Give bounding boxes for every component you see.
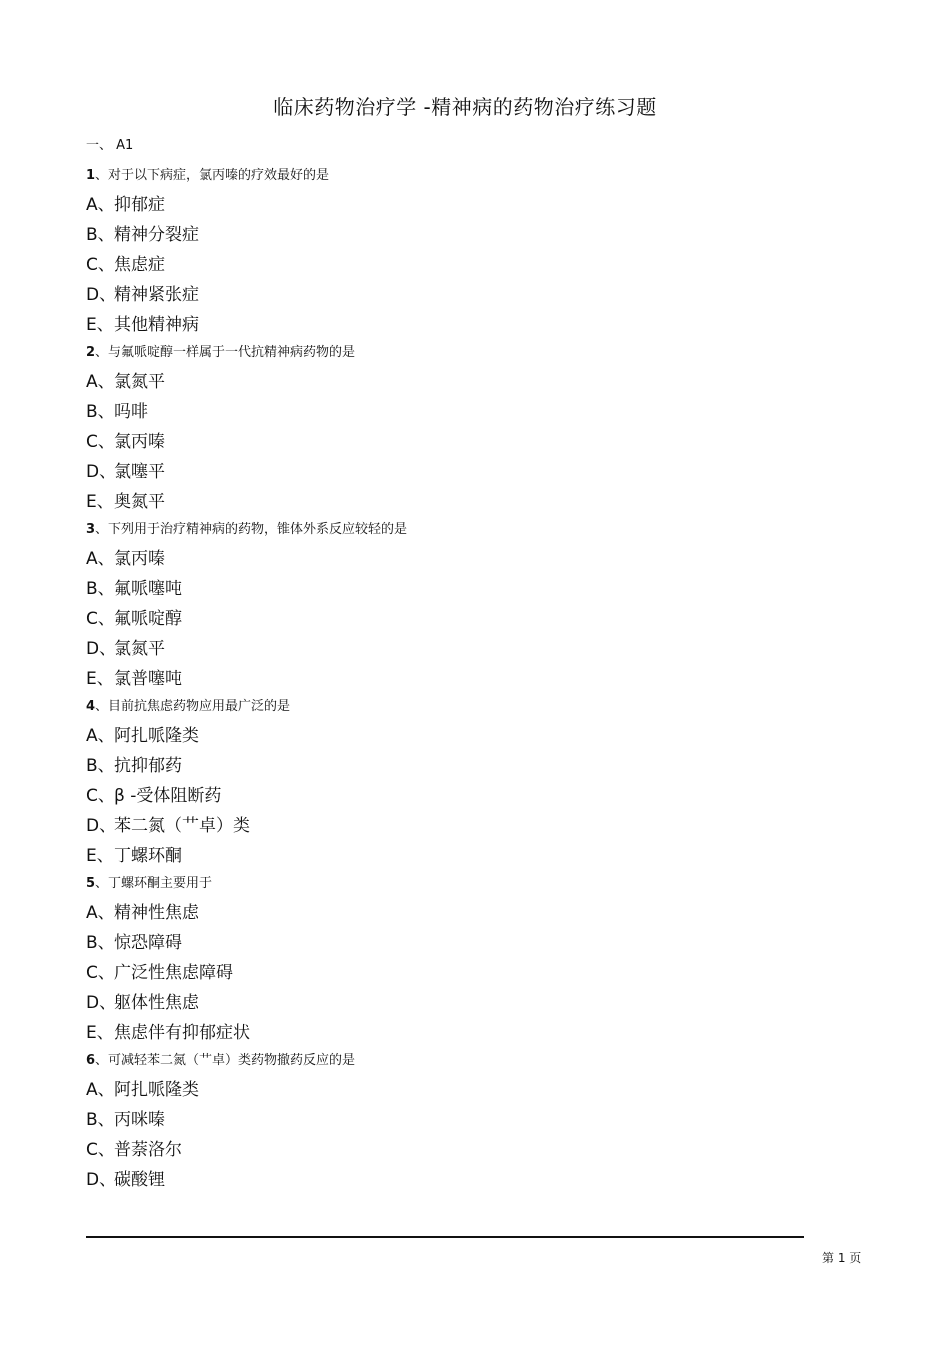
option-text: 焦虑伴有抑郁症状 — [114, 1023, 250, 1043]
question-block — [86, 694, 846, 871]
question-block — [86, 1048, 846, 1195]
option-text: 氯噻平 — [114, 462, 165, 482]
option-letter: D、 — [86, 462, 117, 482]
question-block — [86, 517, 846, 694]
document-title: 临床药物治疗学 -精神病的药物治疗练习题 — [273, 95, 657, 119]
answer-option — [86, 664, 846, 694]
answer-option — [86, 280, 846, 310]
option-letter: B、 — [86, 1110, 115, 1130]
option-text: 精神分裂症 — [114, 225, 199, 245]
question-text: 、下列用于治疗精神病的药物，锥体外系反应较轻的是 — [95, 522, 408, 537]
option-letter: E、 — [86, 315, 114, 335]
answer-option — [86, 781, 846, 811]
option-letter: A、 — [86, 1080, 115, 1100]
option-letter: A、 — [86, 903, 115, 923]
answer-option — [86, 1105, 846, 1135]
option-text: 氯普噻吨 — [114, 669, 182, 689]
option-letter: D、 — [86, 1170, 117, 1190]
answer-option — [86, 604, 846, 634]
option-text: 广泛性焦虑障碍 — [114, 963, 233, 983]
answer-option — [86, 544, 846, 574]
option-letter: C、 — [86, 255, 115, 275]
answer-option — [86, 751, 846, 781]
option-letter: D、 — [86, 285, 117, 305]
option-letter: B、 — [86, 756, 115, 776]
option-letter: A、 — [86, 372, 115, 392]
option-letter: B、 — [86, 933, 115, 953]
question-block — [86, 340, 846, 517]
option-text: 阿扎哌隆类 — [114, 726, 199, 746]
question-number: 5 — [86, 876, 96, 891]
option-letter: C、 — [86, 1140, 115, 1160]
question-stem — [86, 1048, 846, 1075]
page-number: 第 1 页 — [822, 1251, 862, 1265]
option-letter: E、 — [86, 846, 114, 866]
option-letter: D、 — [86, 993, 117, 1013]
option-text: 丁螺环酮 — [114, 846, 182, 866]
option-text: 氟哌噻吨 — [114, 579, 182, 599]
option-text: 其他精神病 — [114, 315, 199, 335]
answer-option — [86, 397, 846, 427]
option-text: 丙咪嗪 — [114, 1110, 165, 1130]
question-stem — [86, 871, 846, 898]
option-text: 奥氮平 — [114, 492, 165, 512]
option-text: 碳酸锂 — [114, 1170, 165, 1190]
answer-option — [86, 574, 846, 604]
option-letter: A、 — [86, 726, 115, 746]
option-text: 氯氮平 — [114, 372, 165, 392]
option-letter: E、 — [86, 492, 114, 512]
option-text: 焦虑症 — [114, 255, 165, 275]
option-text: 躯体性焦虑 — [114, 993, 199, 1013]
option-text: 苯二氮（艹卓）类 — [114, 816, 250, 836]
option-text: 惊恐障碍 — [114, 933, 182, 953]
option-letter: A、 — [86, 549, 115, 569]
option-letter: B、 — [86, 579, 115, 599]
option-text: β -受体阻断药 — [114, 786, 222, 806]
question-block — [86, 163, 846, 340]
answer-option — [86, 367, 846, 397]
option-text: 抗抑郁药 — [114, 756, 182, 776]
answer-option — [86, 988, 846, 1018]
answer-option — [86, 634, 846, 664]
option-letter: C、 — [86, 786, 115, 806]
question-text: 、目前抗焦虑药物应用最广泛的是 — [95, 699, 291, 714]
option-text: 氟哌啶醇 — [114, 609, 182, 629]
answer-option — [86, 487, 846, 517]
option-letter: D、 — [86, 639, 117, 659]
option-letter: E、 — [86, 1023, 114, 1043]
option-text: 普萘洛尔 — [114, 1140, 182, 1160]
answer-option — [86, 811, 846, 841]
section-heading: 一、 A1 — [86, 138, 134, 153]
question-text: 、对于以下病症，氯丙嗪的疗效最好的是 — [95, 168, 330, 183]
question-number: 6 — [86, 1053, 96, 1068]
question-text: 、丁螺环酮主要用于 — [95, 876, 213, 891]
option-text: 氯丙嗪 — [114, 549, 165, 569]
option-text: 阿扎哌隆类 — [114, 1080, 199, 1100]
question-list — [86, 163, 846, 1195]
option-letter: A、 — [86, 195, 115, 215]
question-number: 4 — [86, 699, 96, 714]
option-letter: D、 — [86, 816, 117, 836]
footer-divider — [86, 1236, 804, 1238]
question-text: 、与氟哌啶醇一样属于一代抗精神病药物的是 — [95, 345, 356, 360]
question-stem — [86, 694, 846, 721]
answer-option — [86, 841, 846, 871]
option-letter: B、 — [86, 402, 115, 422]
answer-option — [86, 457, 846, 487]
option-text: 氯丙嗪 — [114, 432, 165, 452]
option-text: 氯氮平 — [114, 639, 165, 659]
answer-option — [86, 427, 846, 457]
question-number: 2 — [86, 345, 96, 360]
option-letter: C、 — [86, 432, 115, 452]
answer-option — [86, 1018, 846, 1048]
answer-option — [86, 310, 846, 340]
option-letter: C、 — [86, 609, 115, 629]
option-text: 吗啡 — [114, 402, 148, 422]
question-block — [86, 871, 846, 1048]
answer-option — [86, 1075, 846, 1105]
question-number: 1 — [86, 168, 96, 183]
question-number: 3 — [86, 522, 96, 537]
answer-option — [86, 928, 846, 958]
answer-option — [86, 1135, 846, 1165]
question-stem — [86, 517, 846, 544]
option-letter: E、 — [86, 669, 114, 689]
option-text: 抑郁症 — [114, 195, 165, 215]
question-stem — [86, 163, 846, 190]
answer-option — [86, 220, 846, 250]
answer-option — [86, 1165, 846, 1195]
question-text: 、可减轻苯二氮（艹卓）类药物撤药反应的是 — [95, 1053, 356, 1068]
answer-option — [86, 898, 846, 928]
question-stem — [86, 340, 846, 367]
option-text: 精神性焦虑 — [114, 903, 199, 923]
answer-option — [86, 958, 846, 988]
option-text: 精神紧张症 — [114, 285, 199, 305]
answer-option — [86, 190, 846, 220]
option-letter: C、 — [86, 963, 115, 983]
answer-option — [86, 721, 846, 751]
answer-option — [86, 250, 846, 280]
option-letter: B、 — [86, 225, 115, 245]
